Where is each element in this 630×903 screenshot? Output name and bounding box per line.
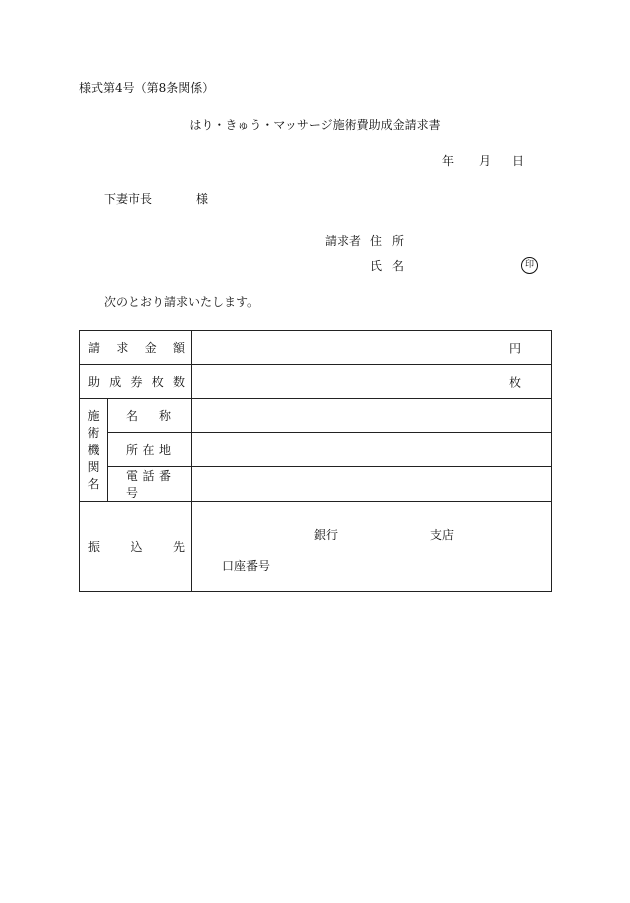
- facility-char: 関: [87, 459, 100, 474]
- facility-phone-label: 電話番号: [108, 467, 192, 502]
- facility-address-label: 所在地: [108, 433, 192, 467]
- facility-char: 施: [87, 408, 100, 423]
- claimant-name-label: 氏名: [370, 259, 415, 273]
- facility-name-label: 名称: [108, 399, 192, 433]
- account-number-label: 口座番号: [222, 559, 271, 573]
- date-day-label: 日: [512, 154, 525, 168]
- date-year-label: 年: [442, 154, 455, 168]
- facility-phone-field[interactable]: [192, 467, 552, 502]
- date-month-label: 月: [479, 154, 492, 168]
- facility-address-row: [80, 433, 552, 467]
- amount-label: 請求金額: [80, 331, 192, 365]
- branch-label: 支店: [430, 528, 455, 542]
- amount-unit: 円: [508, 341, 521, 355]
- claim-table: [79, 330, 552, 592]
- tickets-field[interactable]: [192, 365, 552, 399]
- transfer-field[interactable]: [192, 502, 552, 592]
- facility-name-row: [80, 399, 552, 433]
- amount-field[interactable]: [192, 331, 552, 365]
- seal-mark-icon: 印: [521, 257, 538, 274]
- bank-label: 銀行: [314, 528, 339, 542]
- facility-char: 名: [87, 476, 100, 491]
- amount-row: [80, 331, 552, 365]
- intro-text: 次のとおり請求いたします。: [104, 295, 260, 309]
- document-title: はり・きゅう・マッサージ施術費助成金請求書: [189, 118, 441, 132]
- transfer-row: [80, 502, 552, 592]
- facility-name-field[interactable]: [192, 399, 552, 433]
- addressee-name: 下妻市長: [104, 192, 153, 206]
- tickets-label: 助成券枚数: [80, 365, 192, 399]
- facility-address-field[interactable]: [192, 433, 552, 467]
- facility-group-label: [80, 399, 108, 502]
- addressee-honorific: 様: [196, 192, 209, 206]
- transfer-label: 振込先: [80, 502, 192, 592]
- tickets-row: [80, 365, 552, 399]
- form-number: 様式第4号（第8条関係）: [79, 81, 215, 95]
- facility-phone-row: [80, 467, 552, 502]
- claimant-label: 請求者: [325, 234, 362, 248]
- claimant-address-label: 住所: [370, 234, 415, 248]
- facility-char: 術: [87, 425, 100, 440]
- facility-char: 機: [87, 442, 100, 457]
- tickets-unit: 枚: [508, 375, 521, 389]
